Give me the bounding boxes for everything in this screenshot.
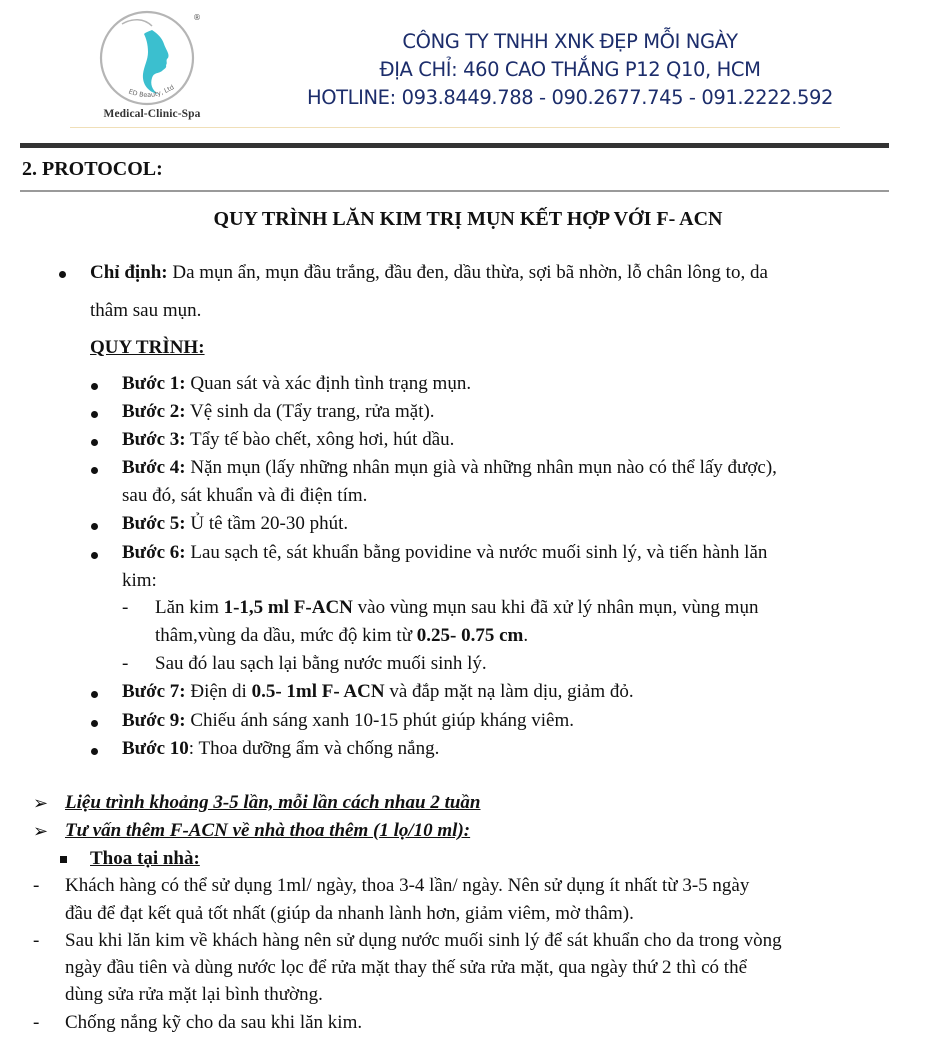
home-product-note [65, 820, 470, 842]
step-text: Quan sát và xác định tình trạng mụn. [185, 373, 472, 394]
step-label: Bước 1: [122, 373, 186, 394]
step-label: Bước 7: [122, 681, 186, 702]
step-dose: 0.5- 1ml F- ACN [251, 681, 385, 702]
step-label: Bước 3: [122, 429, 186, 450]
step-10 [122, 738, 439, 760]
indication-label: Chỉ định: [90, 262, 168, 283]
note-text: Tư vấn thêm F-ACN về nhà thoa thêm (1 lọ/10 ml): [65, 820, 471, 841]
dash-bullet-icon: - [33, 930, 40, 951]
step-text: Ủ tê tầm 20-30 phút. [185, 513, 349, 534]
indication-line-2: thâm sau mụn. [90, 300, 202, 321]
step-7 [122, 681, 634, 703]
home-use-heading [90, 848, 200, 870]
step-label: Bước 9: [122, 710, 186, 731]
note-text: Liệu trình khoảng 3-5 lần, mỗi lần cách nhau 2 tuần [65, 792, 481, 813]
dash-bullet-icon: - [33, 875, 40, 896]
subitem-dose: 1-1,5 ml F-ACN [223, 597, 353, 618]
step-6-continued: kim: [122, 570, 157, 591]
home-use-item-2-line-2: ngày đầu tiên và dùng nước lọc để rửa mặt thay thế sửa rửa mặt, qua ngày thứ 2 thì có thể [65, 957, 748, 978]
bullet-icon [91, 439, 98, 446]
bullet-icon [59, 271, 66, 278]
arrow-bullet-icon: ➢ [33, 821, 49, 841]
step-3 [122, 429, 454, 451]
company-info [280, 28, 860, 112]
step-4 [122, 457, 777, 479]
step-text: Chiếu ánh sáng xanh 10-15 phút giúp kháng viêm. [185, 710, 574, 731]
step-label: Bước 4: [122, 457, 186, 478]
indication-text: Da mụn ẩn, mụn đầu trắng, đầu đen, dầu thừa, sợi bã nhờn, lỗ chân lông to, da [167, 262, 768, 283]
step-text: Tẩy tế bào chết, xông hơi, hút dầu. [185, 429, 455, 450]
step-label: Bước 10 [122, 738, 189, 759]
step-5 [122, 513, 348, 535]
step-text: Lau sạch tê, sát khuẩn bằng povidine và nước muối sinh lý, và tiến hành lăn [185, 542, 768, 563]
dash-bullet-icon: - [122, 597, 129, 618]
indication-line-1 [90, 262, 768, 284]
home-use-item-1-line-1: Khách hàng có thể sử dụng 1ml/ ngày, thoa 3-4 lần/ ngày. Nên sử dụng ít nhất từ 3-5 ngày [65, 875, 750, 896]
step-label: Bước 5: [122, 513, 186, 534]
subitem-text: vào vùng mụn sau khi đã xử lý nhân mụn, vùng mụn [352, 597, 759, 618]
step-6 [122, 542, 767, 564]
home-use-item-3: Chống nắng kỹ cho da sau khi lăn kim. [65, 1012, 363, 1033]
step-9 [122, 710, 574, 732]
step-label: Bước 2: [122, 401, 186, 422]
step-6-subitem-1 [155, 597, 758, 619]
company-logo [92, 8, 212, 126]
bullet-icon [91, 467, 98, 474]
step-1 [122, 373, 471, 395]
square-bullet-icon [60, 856, 67, 863]
dash-bullet-icon: - [122, 653, 129, 674]
home-use-item-1-line-2: đầu để đạt kết quả tốt nhất (giúp da nhanh lành hơn, giảm viêm, mờ thâm). [65, 903, 634, 924]
subitem-text: thâm,vùng da dầu, mức độ kim từ [155, 625, 417, 646]
home-use-heading-text: Thoa tại nhà: [90, 848, 200, 869]
treatment-course-note [65, 792, 480, 814]
step-6-subitem-2: Sau đó lau sạch lại bằng nước muối sinh lý. [155, 653, 487, 674]
step-4-continued: sau đó, sát khuẩn và đi điện tím. [122, 485, 368, 506]
arrow-bullet-icon: ➢ [33, 793, 49, 813]
company-name: CÔNG TY TNHH XNK ĐẸP MỖI NGÀY [402, 30, 738, 53]
bullet-icon [91, 383, 98, 390]
subitem-text: . [523, 625, 529, 646]
logo-ring-text: ED Beauty, Ltd [127, 83, 176, 100]
company-hotline: HOTLINE: 093.8449.788 - 090.2677.745 - 091.2222.592 [306, 86, 834, 109]
step-text: Vệ sinh da (Tẩy trang, rửa mặt). [185, 401, 435, 422]
subitem-needle-depth: 0.25- 0.75 cm [416, 625, 524, 646]
bullet-icon [91, 523, 98, 530]
step-text: : Thoa dưỡng ẩm và chống nắng. [188, 738, 440, 759]
bullet-icon [91, 552, 98, 559]
company-address: ĐỊA CHỈ: 460 CAO THẮNG P12 Q10, HCM [379, 58, 761, 81]
procedure-heading-text: QUY TRÌNH: [90, 337, 205, 358]
subitem-text: Lăn kim [155, 597, 224, 618]
document-title: QUY TRÌNH LĂN KIM TRỊ MỤN KẾT HỢP VỚI F- ACN [213, 208, 723, 230]
bullet-icon [91, 411, 98, 418]
step-text: Điện di [185, 681, 252, 702]
step-6-subitem-1-continued [155, 625, 528, 647]
section-bottom-rule [20, 190, 889, 192]
section-top-rule [20, 143, 889, 148]
bullet-icon [91, 720, 98, 727]
step-label: Bước 6: [122, 542, 186, 563]
registered-mark: ® [193, 13, 201, 22]
step-text: Nặn mụn (lấy những nhân mụn già và những nhân mụn nào có thể lấy được), [185, 457, 777, 478]
header-divider [70, 127, 840, 128]
woman-face-profile-icon [92, 8, 212, 113]
bullet-icon [91, 748, 98, 755]
home-use-item-2-line-3: dùng sửa rửa mặt lại bình thường. [65, 984, 323, 1005]
step-2 [122, 401, 435, 423]
bullet-icon [91, 691, 98, 698]
home-use-item-2-line-1: Sau khi lăn kim về khách hàng nên sử dụng nước muối sinh lý để sát khuẩn cho da trong vòng [65, 930, 782, 951]
logo-caption: Medical-Clinic-Spa [103, 108, 201, 120]
procedure-heading [90, 337, 205, 359]
dash-bullet-icon: - [33, 1012, 40, 1033]
letterhead [0, 0, 936, 130]
section-heading: 2. PROTOCOL: [22, 158, 163, 180]
step-text: và đắp mặt nạ làm dịu, giảm đỏ. [384, 681, 634, 702]
